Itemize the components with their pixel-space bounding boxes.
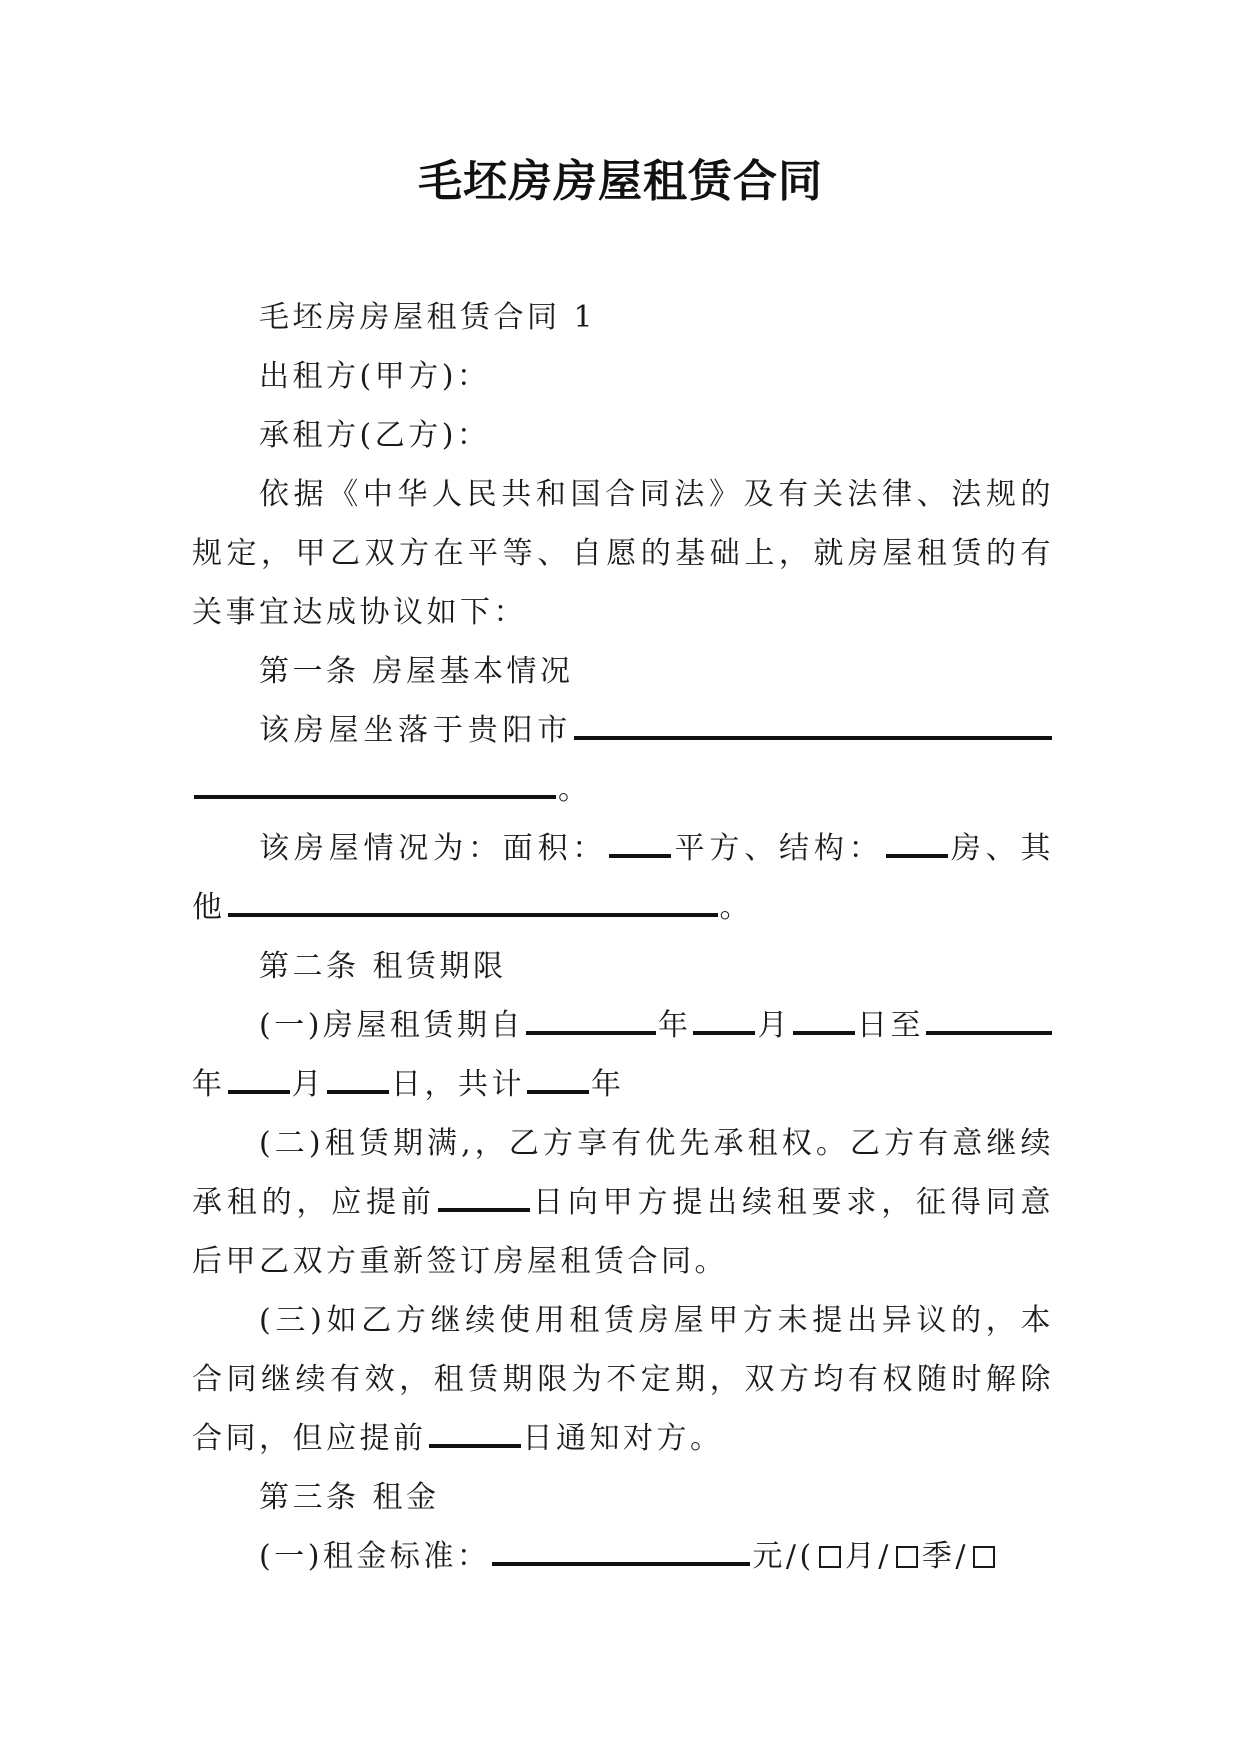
indefinite-text-a: (三)如乙方继续使用租赁房屋甲方未提出异议的，本合同继续有效，租赁期限为不定期，双方均有权随时解除合同，但应提前 [192,1303,1054,1456]
article2-clause1 [192,996,1054,1114]
rent-prefix: (一)租金标准： [259,1539,491,1574]
article1-condition [192,819,1054,937]
location-prefix: 该房屋坐落于贵阳市 [259,713,572,748]
article3-clause1 [192,1527,1054,1586]
term-year-end: 年 [591,1067,625,1102]
other-blank[interactable] [228,883,718,917]
opt-month-label: 月/ [844,1539,892,1574]
term-month: 月 [757,1008,791,1043]
document-title: 毛坯房房屋租赁合同 [418,156,823,207]
location-blank-2[interactable] [194,765,556,799]
article3-heading: 第三条 租金 [259,1480,440,1515]
end-year-blank[interactable] [926,1001,1052,1035]
term-year2: 年 [192,1067,226,1102]
renewal-text-b: 日向甲方提出续租要求，征得同意后甲乙双方重新签订房屋租赁合同。 [192,1185,1055,1279]
location-end: 。 [558,772,592,807]
condition-rooms: 房、其他 [192,831,1055,925]
condition-unit: 平方、结构： [673,831,884,866]
end-day-blank[interactable] [327,1060,389,1094]
document-subtitle: 毛坯房房屋租赁合同 1 [259,300,597,335]
condition-prefix: 该房屋情况为：面积： [259,831,608,866]
renewal-days-blank[interactable] [438,1178,530,1212]
rent-unit: 元/( [752,1539,815,1574]
opt-season-label: 季/ [921,1539,969,1574]
lessor-line: 出租方(甲方)： [259,359,491,394]
term-month2: 月 [291,1067,325,1102]
month-checkbox[interactable] [819,1546,841,1568]
area-blank[interactable] [609,824,671,858]
notice-days-blank[interactable] [429,1414,521,1448]
start-day-blank[interactable] [793,1001,855,1035]
indefinite-text-b: 日通知对方。 [522,1421,724,1456]
article2-clause3 [192,1291,1054,1468]
term-day-to: 日至 [856,1008,924,1043]
end-month-blank[interactable] [228,1060,290,1094]
term-day-total: 日，共计 [391,1067,525,1102]
document-body [192,288,1054,1586]
start-month-blank[interactable] [693,1001,755,1035]
article1-heading: 第一条 房屋基本情况 [259,654,574,689]
season-checkbox[interactable] [896,1546,918,1568]
term-year: 年 [657,1008,692,1043]
condition-end: 。 [719,890,753,925]
term-prefix: (一)房屋租赁期自 [259,1008,524,1043]
rent-amount-blank[interactable] [492,1532,750,1566]
article2-heading: 第二条 租赁期限 [259,949,507,984]
article2-clause2 [192,1114,1054,1291]
total-years-blank[interactable] [527,1060,589,1094]
location-blank-1[interactable] [574,706,1052,740]
third-checkbox[interactable] [973,1546,995,1568]
lessee-line: 承租方(乙方)： [259,418,491,453]
preamble-paragraph: 依据《中华人民共和国合同法》及有关法律、法规的规定，甲乙双方在平等、自愿的基础上，就房屋租赁的有关事宜达成协议如下： [192,477,1054,630]
structure-blank[interactable] [886,824,948,858]
renewal-text-a: (二)租赁期满,，乙方享有优先承租权。乙方有意继续承租的，应提前 [192,1126,1054,1220]
start-year-blank[interactable] [526,1001,656,1035]
article1-location [192,701,1054,819]
